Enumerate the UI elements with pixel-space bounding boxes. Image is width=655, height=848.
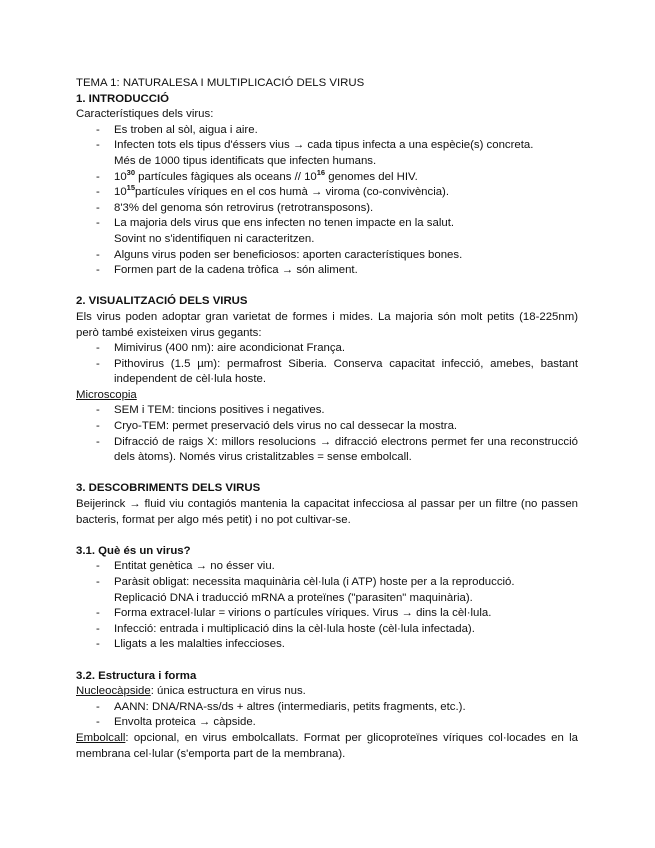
list-item-line: Més de 1000 tipus identificats que infecten humans.	[114, 154, 377, 167]
subsection-heading-estructura: 3.2. Estructura i forma	[76, 669, 197, 682]
list-item: - Cryo-TEM: permet preservació dels virus no cal dessecar la mostra.	[76, 419, 578, 435]
list-item: - SEM i TEM: tincions positives i negatives.	[76, 403, 578, 419]
list-item: - Envolta proteica → càpside.	[76, 715, 578, 731]
list-item: - AANN: DNA/RNA-ss/ds + altres (intermediaris, petits fragments, etc.).	[76, 700, 578, 716]
list-item-line: Replicació DNA i traducció mRNA a proteïnes ("parasiten" maquinària).	[114, 591, 473, 604]
list-item-line: - La majoria dels virus que ens infecten no tenen impacte en la salut.	[114, 217, 455, 230]
characteristics-list	[76, 123, 578, 279]
nucleocapside-paragraph: Nucleocàpside: única estructura en virus nus.	[76, 685, 306, 698]
microscopy-list	[76, 403, 578, 465]
document-title: TEMA 1: NATURALESA I MULTIPLICACIÓ DELS VIRUS	[76, 77, 365, 89]
list-item: - Forma extracel·lular = virions o partícules víriques. Virus → dins la cèl·lula.	[76, 606, 578, 622]
list-item	[76, 216, 578, 247]
embolcall-paragraph: Embolcall: opcional, en virus embolcallats. Format per glicoproteïnes víriques col·locades en la membrana cel·lular (s'emporta part de la membrana).	[76, 731, 578, 760]
list-item-line: - Infecten tots els tipus d'éssers vius → cada tipus infecta a una espècie(s) concreta.	[114, 139, 534, 152]
list-item	[76, 138, 578, 169]
giant-virus-list	[76, 341, 578, 388]
list-item: - Difracció de raigs X: millors resolucions → difracció electrons permet fer una reconstrucció dels àtoms). Només virus cristalitzables = sense embolcall.	[76, 435, 578, 466]
list-item: - Lligats a les malalties infeccioses.	[76, 637, 578, 653]
list-item: - Formen part de la cadena tròfica → són aliment.	[76, 263, 578, 279]
list-item: - $10^{30}$ partícules fàgiques als oceans // $10^{16}$ genomes del HIV.	[76, 170, 578, 186]
list-item	[76, 575, 578, 606]
list-item: - Alguns virus poden ser beneficiosos: aporten característiques bones.	[76, 248, 578, 264]
section-paragraph: Els virus poden adoptar gran varietat de formes i mides. La majoria són molt petits (18-225nm) però també existeixen virus gegants:	[76, 310, 578, 339]
nucleocapside-label: Nucleocàpside	[76, 685, 151, 698]
list-item: - 8'3% del genoma són retrovirus (retrotransposons).	[76, 201, 578, 217]
list-item: - Mimivirus (400 nm): aire acondicionat França.	[76, 341, 578, 357]
list-item: - $10^{15}partícules$ víriques en el cos humà → viroma (co-convivència).	[76, 185, 578, 201]
section-heading-introduccio: 1. INTRODUCCIÓ	[76, 92, 170, 105]
document-page	[76, 76, 578, 762]
list-item: - Pithovirus (1.5 µm): permafrost Siberia. Conserva capacitat infecció, amebes, bastant independent de cèl·lula hoste.	[76, 357, 578, 388]
list-item: - Infecció: entrada i multiplicació dins la cèl·lula hoste (cèl·lula infectada).	[76, 622, 578, 638]
list-item: - Es troben al sòl, aigua i aire.	[76, 123, 578, 139]
list-item-line: - Paràsit obligat: necessita maquinària cèl·lula (i ATP) hoste per a la reproducció.	[114, 576, 515, 588]
virus-definition-list	[76, 559, 578, 653]
subsection-heading-que-es-un-virus: 3.1. Què és un virus?	[76, 544, 191, 557]
embolcall-label: Embolcall	[76, 731, 126, 744]
section-heading-visualitzacio: 2. VISUALITZACIÓ DELS VIRUS	[76, 295, 248, 308]
list-item-line: Sovint no s'identifiquen ni caracteritzen.	[114, 232, 315, 245]
list-item: - Entitat genètica → no ésser viu.	[76, 559, 578, 575]
section-paragraph: Beijerinck → fluid viu contagiós mantenia la capacitat infecciosa al passar per un filtre (no passen bacteris, format per algo més petit) i no pot cultivar-se.	[76, 498, 578, 526]
intro-text: Característiques dels virus:	[76, 108, 214, 121]
microscopia-label: Microscopia	[76, 388, 137, 401]
section-heading-descobriments: 3. DESCOBRIMENTS DELS VIRUS	[76, 482, 261, 495]
nucleocapside-list	[76, 700, 578, 731]
